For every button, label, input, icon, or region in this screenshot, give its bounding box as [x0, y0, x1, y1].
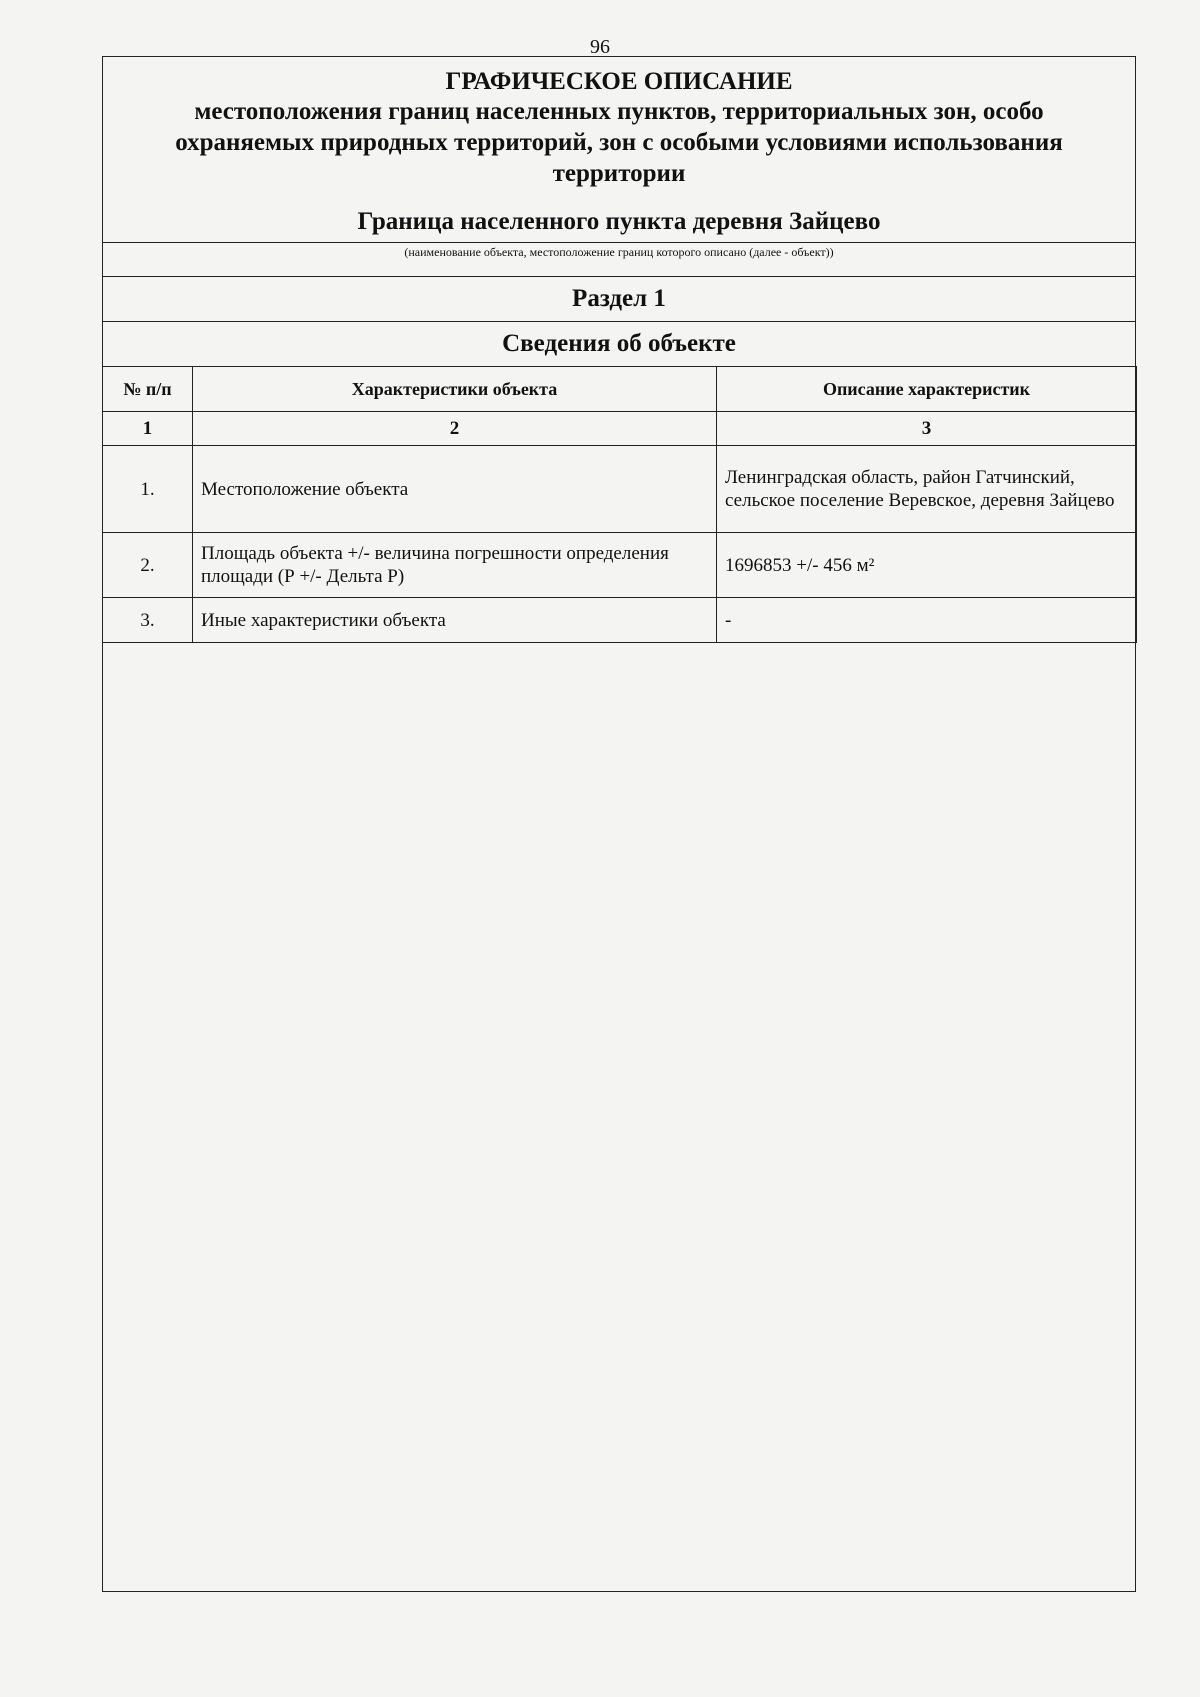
table-row [103, 446, 1137, 533]
object-name: Граница населенного пункта деревня Зайцево [357, 208, 881, 235]
document-frame [102, 56, 1136, 1592]
column-number: 2 [193, 412, 717, 446]
column-number: 1 [103, 412, 193, 446]
row-description: Ленинградская область, район Гатчинский, сельское поселение Веревское, деревня Зайцево [717, 446, 1137, 533]
page-number: 96 [590, 36, 610, 58]
row-index: 1. [103, 446, 193, 533]
row-description: - [717, 598, 1137, 643]
row-index: 2. [103, 533, 193, 598]
row-index: 3. [103, 598, 193, 643]
header-index: № п/п [103, 367, 193, 412]
header-characteristic: Характеристики объекта [193, 367, 717, 412]
table-row [103, 533, 1137, 598]
document-subtitle: местоположения границ населенных пунктов, территориальных зон, особо охраняемых природных территорий, зон с особыми условиями использования территории [175, 98, 1063, 187]
table-row [103, 598, 1137, 643]
document-header [103, 57, 1135, 243]
section-label: Раздел 1 [103, 276, 1135, 322]
header-description: Описание характеристик [717, 367, 1137, 412]
row-characteristic: Площадь объекта +/- величина погрешности определения площади (Р +/- Дельта Р) [193, 533, 717, 598]
column-number: 3 [717, 412, 1137, 446]
row-characteristic: Иные характеристики объекта [193, 598, 717, 643]
column-numbers-row [103, 412, 1137, 446]
object-caption: (наименование объекта, местоположение границ которого описано (далее - объект)) [103, 242, 1135, 277]
document-title: ГРАФИЧЕСКОЕ ОПИСАНИЕ [445, 68, 793, 95]
row-description: 1696853 +/- 456 м² [717, 533, 1137, 598]
row-characteristic: Местоположение объекта [193, 446, 717, 533]
section-title: Сведения об объекте [103, 321, 1135, 367]
table-header-row [103, 367, 1137, 412]
object-info-table [102, 366, 1137, 643]
